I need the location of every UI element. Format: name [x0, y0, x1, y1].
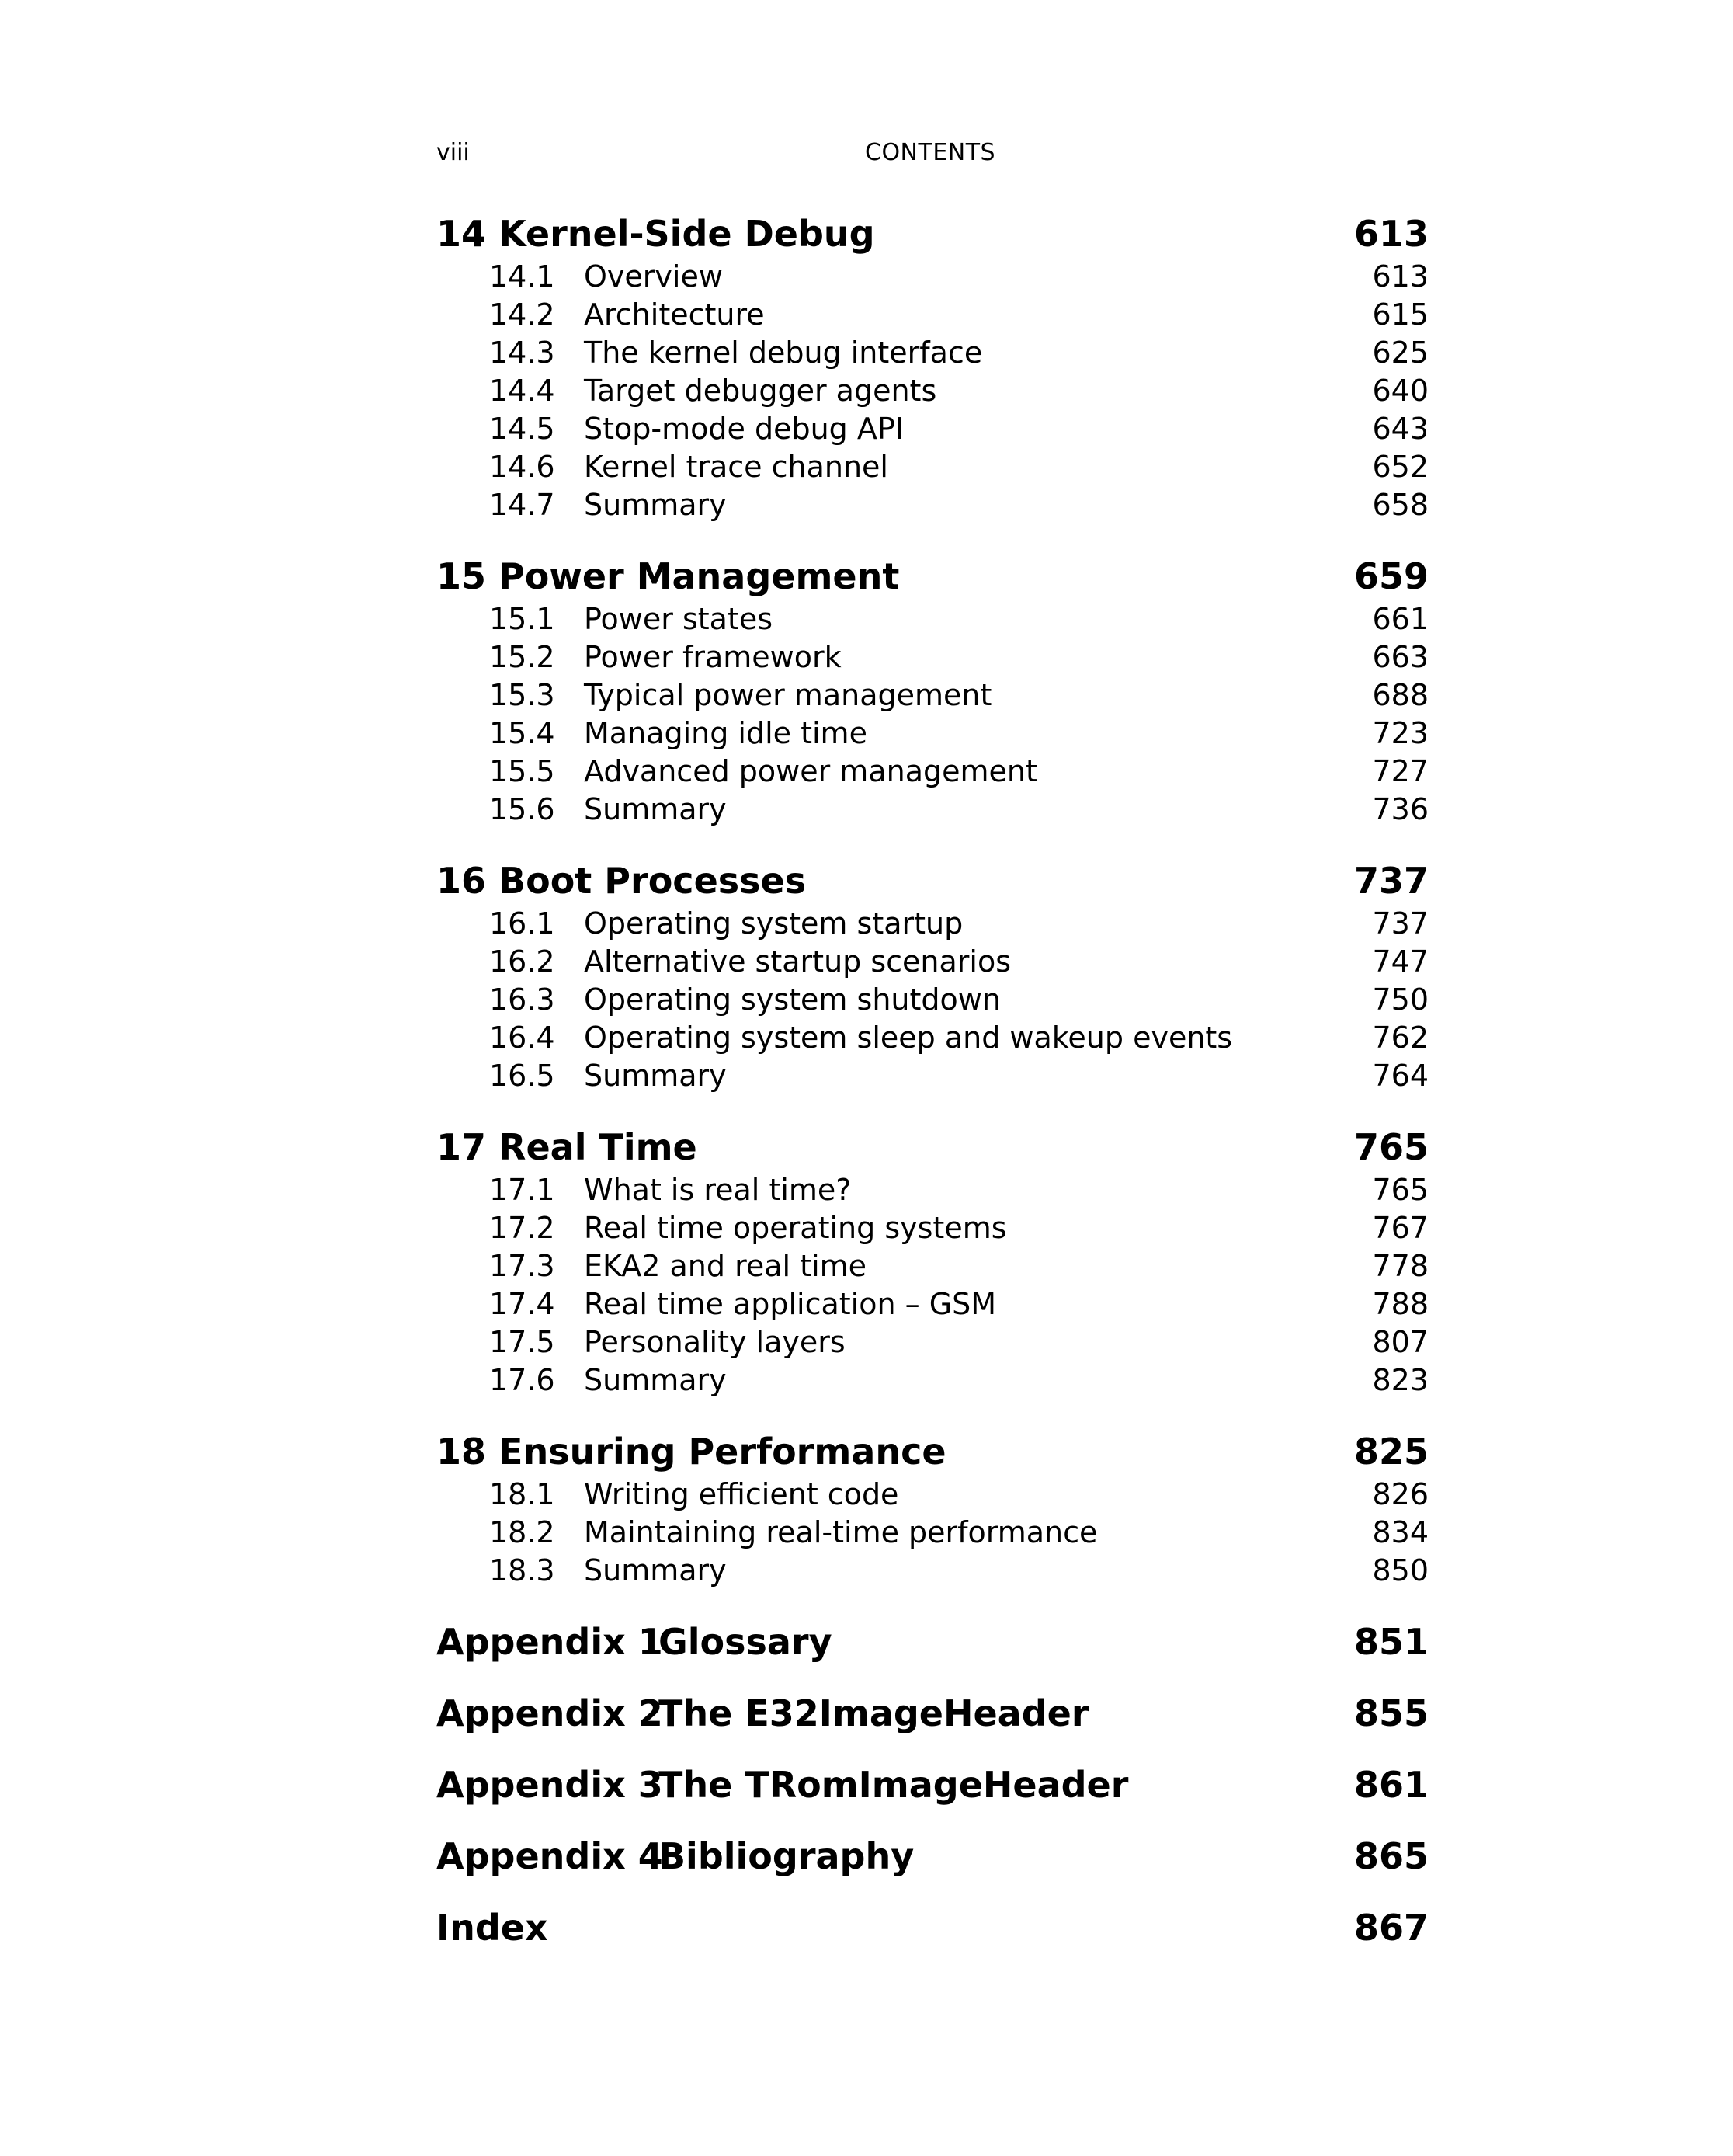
section-page-number: 737 — [1372, 906, 1429, 941]
section-title: Target debugger agents — [584, 374, 937, 408]
section-entry[interactable] — [436, 1247, 1429, 1285]
section-title: Real time operating systems — [584, 1211, 1007, 1245]
section-title: Operating system sleep and wakeup events — [584, 1021, 1233, 1055]
section-number: 18.1 — [489, 1477, 555, 1511]
section-number: 18.3 — [489, 1553, 555, 1587]
page-folio: viii — [436, 139, 470, 166]
chapter-title: 14 Kernel-Side Debug — [436, 213, 875, 255]
section-entry[interactable] — [436, 1514, 1429, 1552]
chapter-block — [436, 1123, 1429, 1400]
appendix-entry[interactable] — [436, 1761, 1429, 1832]
section-entry[interactable] — [436, 296, 1429, 334]
section-title: Alternative startup scenarios — [584, 944, 1012, 979]
appendix-title: The E32ImageHeader — [658, 1692, 1089, 1734]
appendix-label: Index — [436, 1907, 548, 1949]
section-number: 14.2 — [489, 297, 555, 332]
section-title: Managing idle time — [584, 716, 867, 750]
section-number: 17.2 — [489, 1211, 555, 1245]
section-page-number: 750 — [1372, 982, 1429, 1017]
section-entry[interactable] — [436, 1552, 1429, 1590]
section-entry[interactable] — [436, 1209, 1429, 1247]
appendix-entry[interactable] — [436, 1832, 1429, 1904]
appendix-label: Appendix 1 — [436, 1621, 663, 1663]
section-entry[interactable] — [436, 638, 1429, 676]
section-entry[interactable] — [436, 753, 1429, 791]
section-number: 14.5 — [489, 412, 555, 446]
chapter-block — [436, 1427, 1429, 1590]
appendix-label: Appendix 4 — [436, 1835, 663, 1877]
section-number: 14.4 — [489, 374, 555, 408]
section-number: 16.3 — [489, 982, 555, 1017]
section-page-number: 778 — [1372, 1249, 1429, 1283]
section-page-number: 826 — [1372, 1477, 1429, 1511]
section-title: Summary — [584, 1553, 727, 1587]
section-page-number: 762 — [1372, 1021, 1429, 1055]
section-page-number: 688 — [1372, 678, 1429, 712]
section-page-number: 767 — [1372, 1211, 1429, 1245]
section-page-number: 615 — [1372, 297, 1429, 332]
section-title: Personality layers — [584, 1325, 846, 1359]
section-entry[interactable] — [436, 1285, 1429, 1323]
section-number: 15.6 — [489, 792, 555, 826]
chapter-page-number: 659 — [1353, 555, 1429, 597]
section-title: Power states — [584, 602, 773, 636]
appendix-page-number: 867 — [1353, 1907, 1429, 1949]
section-entry[interactable] — [436, 486, 1429, 524]
section-page-number: 747 — [1372, 944, 1429, 979]
section-entry[interactable] — [436, 1361, 1429, 1400]
section-title: Overview — [584, 259, 723, 294]
chapter-block — [436, 857, 1429, 1095]
section-entry[interactable] — [436, 943, 1429, 981]
section-page-number: 764 — [1372, 1059, 1429, 1093]
section-page-number: 723 — [1372, 716, 1429, 750]
appendix-entry[interactable] — [436, 1618, 1429, 1689]
section-number: 16.5 — [489, 1059, 555, 1093]
appendix-title: The TRomImageHeader — [658, 1764, 1129, 1806]
section-number: 15.1 — [489, 602, 555, 636]
section-title: Maintaining real-time performance — [584, 1515, 1098, 1549]
section-page-number: 661 — [1372, 602, 1429, 636]
chapter-title: 18 Ensuring Performance — [436, 1431, 946, 1473]
section-number: 15.2 — [489, 640, 555, 674]
section-number: 15.4 — [489, 716, 555, 750]
section-title: EKA2 and real time — [584, 1249, 867, 1283]
chapter-title: 15 Power Management — [436, 555, 900, 597]
section-entry[interactable] — [436, 676, 1429, 715]
section-page-number: 807 — [1372, 1325, 1429, 1359]
chapter-block — [436, 552, 1429, 829]
section-title: Kernel trace channel — [584, 450, 888, 484]
section-number: 17.5 — [489, 1325, 555, 1359]
section-title: Stop-mode debug API — [584, 412, 904, 446]
appendix-entry[interactable] — [436, 1904, 1429, 1975]
section-number: 17.4 — [489, 1287, 555, 1321]
section-page-number: 736 — [1372, 792, 1429, 826]
section-number: 14.1 — [489, 259, 555, 294]
appendix-page-number: 865 — [1353, 1835, 1429, 1877]
section-number: 14.6 — [489, 450, 555, 484]
section-number: 17.3 — [489, 1249, 555, 1283]
appendix-title: Bibliography — [658, 1835, 915, 1877]
section-entry[interactable] — [436, 258, 1429, 296]
chapter-list — [436, 210, 1429, 1590]
section-number: 17.1 — [489, 1173, 555, 1207]
appendix-list — [436, 1618, 1429, 1975]
section-number: 15.3 — [489, 678, 555, 712]
section-number: 16.1 — [489, 906, 555, 941]
chapter-heading[interactable] — [436, 857, 1429, 905]
section-page-number: 788 — [1372, 1287, 1429, 1321]
appendix-entry[interactable] — [436, 1689, 1429, 1761]
section-title: Operating system shutdown — [584, 982, 1001, 1017]
section-entry[interactable] — [436, 905, 1429, 943]
section-entry[interactable] — [436, 600, 1429, 638]
running-head — [436, 137, 1429, 169]
section-number: 14.3 — [489, 336, 555, 370]
section-title: Advanced power management — [584, 754, 1037, 788]
section-title: Power framework — [584, 640, 842, 674]
section-entry[interactable] — [436, 1323, 1429, 1361]
chapter-block — [436, 210, 1429, 524]
section-title: Operating system startup — [584, 906, 964, 941]
section-entry[interactable] — [436, 1476, 1429, 1514]
table-of-contents — [436, 210, 1429, 1975]
section-number: 17.6 — [489, 1363, 555, 1397]
chapter-title: 16 Boot Processes — [436, 860, 807, 902]
section-page-number: 643 — [1372, 412, 1429, 446]
section-number: 18.2 — [489, 1515, 555, 1549]
appendix-label: Appendix 3 — [436, 1764, 663, 1806]
chapter-heading[interactable] — [436, 210, 1429, 258]
section-entry[interactable] — [436, 981, 1429, 1019]
section-title: Real time application – GSM — [584, 1287, 997, 1321]
chapter-heading[interactable] — [436, 552, 1429, 600]
section-entry[interactable] — [436, 410, 1429, 448]
chapter-page-number: 825 — [1353, 1431, 1429, 1473]
section-entry[interactable] — [436, 715, 1429, 753]
section-page-number: 834 — [1372, 1515, 1429, 1549]
section-entry[interactable] — [436, 372, 1429, 410]
chapter-title: 17 Real Time — [436, 1126, 697, 1168]
section-number: 16.2 — [489, 944, 555, 979]
section-title: Summary — [584, 792, 727, 826]
section-entry[interactable] — [436, 1171, 1429, 1209]
section-page-number: 823 — [1372, 1363, 1429, 1397]
section-page-number: 652 — [1372, 450, 1429, 484]
chapter-page-number: 765 — [1353, 1126, 1429, 1168]
section-title: Summary — [584, 1059, 727, 1093]
appendix-page-number: 855 — [1353, 1692, 1429, 1734]
section-entry[interactable] — [436, 1057, 1429, 1095]
section-page-number: 850 — [1372, 1553, 1429, 1587]
chapter-heading[interactable] — [436, 1123, 1429, 1171]
section-entry[interactable] — [436, 791, 1429, 829]
section-page-number: 663 — [1372, 640, 1429, 674]
section-title: Writing efficient code — [584, 1477, 899, 1511]
section-number: 14.7 — [489, 488, 555, 522]
section-title: Typical power management — [584, 678, 992, 712]
appendix-label: Appendix 2 — [436, 1692, 663, 1734]
chapter-page-number: 737 — [1353, 860, 1429, 902]
section-title: What is real time? — [584, 1173, 852, 1207]
appendix-page-number: 861 — [1353, 1764, 1429, 1806]
section-page-number: 625 — [1372, 336, 1429, 370]
chapter-page-number: 613 — [1353, 213, 1429, 255]
section-number: 15.5 — [489, 754, 555, 788]
section-title: Architecture — [584, 297, 765, 332]
section-title: Summary — [584, 488, 727, 522]
section-title: The kernel debug interface — [584, 336, 983, 370]
appendix-page-number: 851 — [1353, 1621, 1429, 1663]
chapter-heading[interactable] — [436, 1427, 1429, 1476]
section-entry[interactable] — [436, 1019, 1429, 1057]
section-page-number: 727 — [1372, 754, 1429, 788]
section-page-number: 658 — [1372, 488, 1429, 522]
section-page-number: 613 — [1372, 259, 1429, 294]
appendix-title: Glossary — [658, 1621, 832, 1663]
section-page-number: 640 — [1372, 374, 1429, 408]
section-entry[interactable] — [436, 448, 1429, 486]
section-entry[interactable] — [436, 334, 1429, 372]
running-title: CONTENTS — [865, 139, 996, 166]
section-number: 16.4 — [489, 1021, 555, 1055]
section-page-number: 765 — [1372, 1173, 1429, 1207]
section-title: Summary — [584, 1363, 727, 1397]
